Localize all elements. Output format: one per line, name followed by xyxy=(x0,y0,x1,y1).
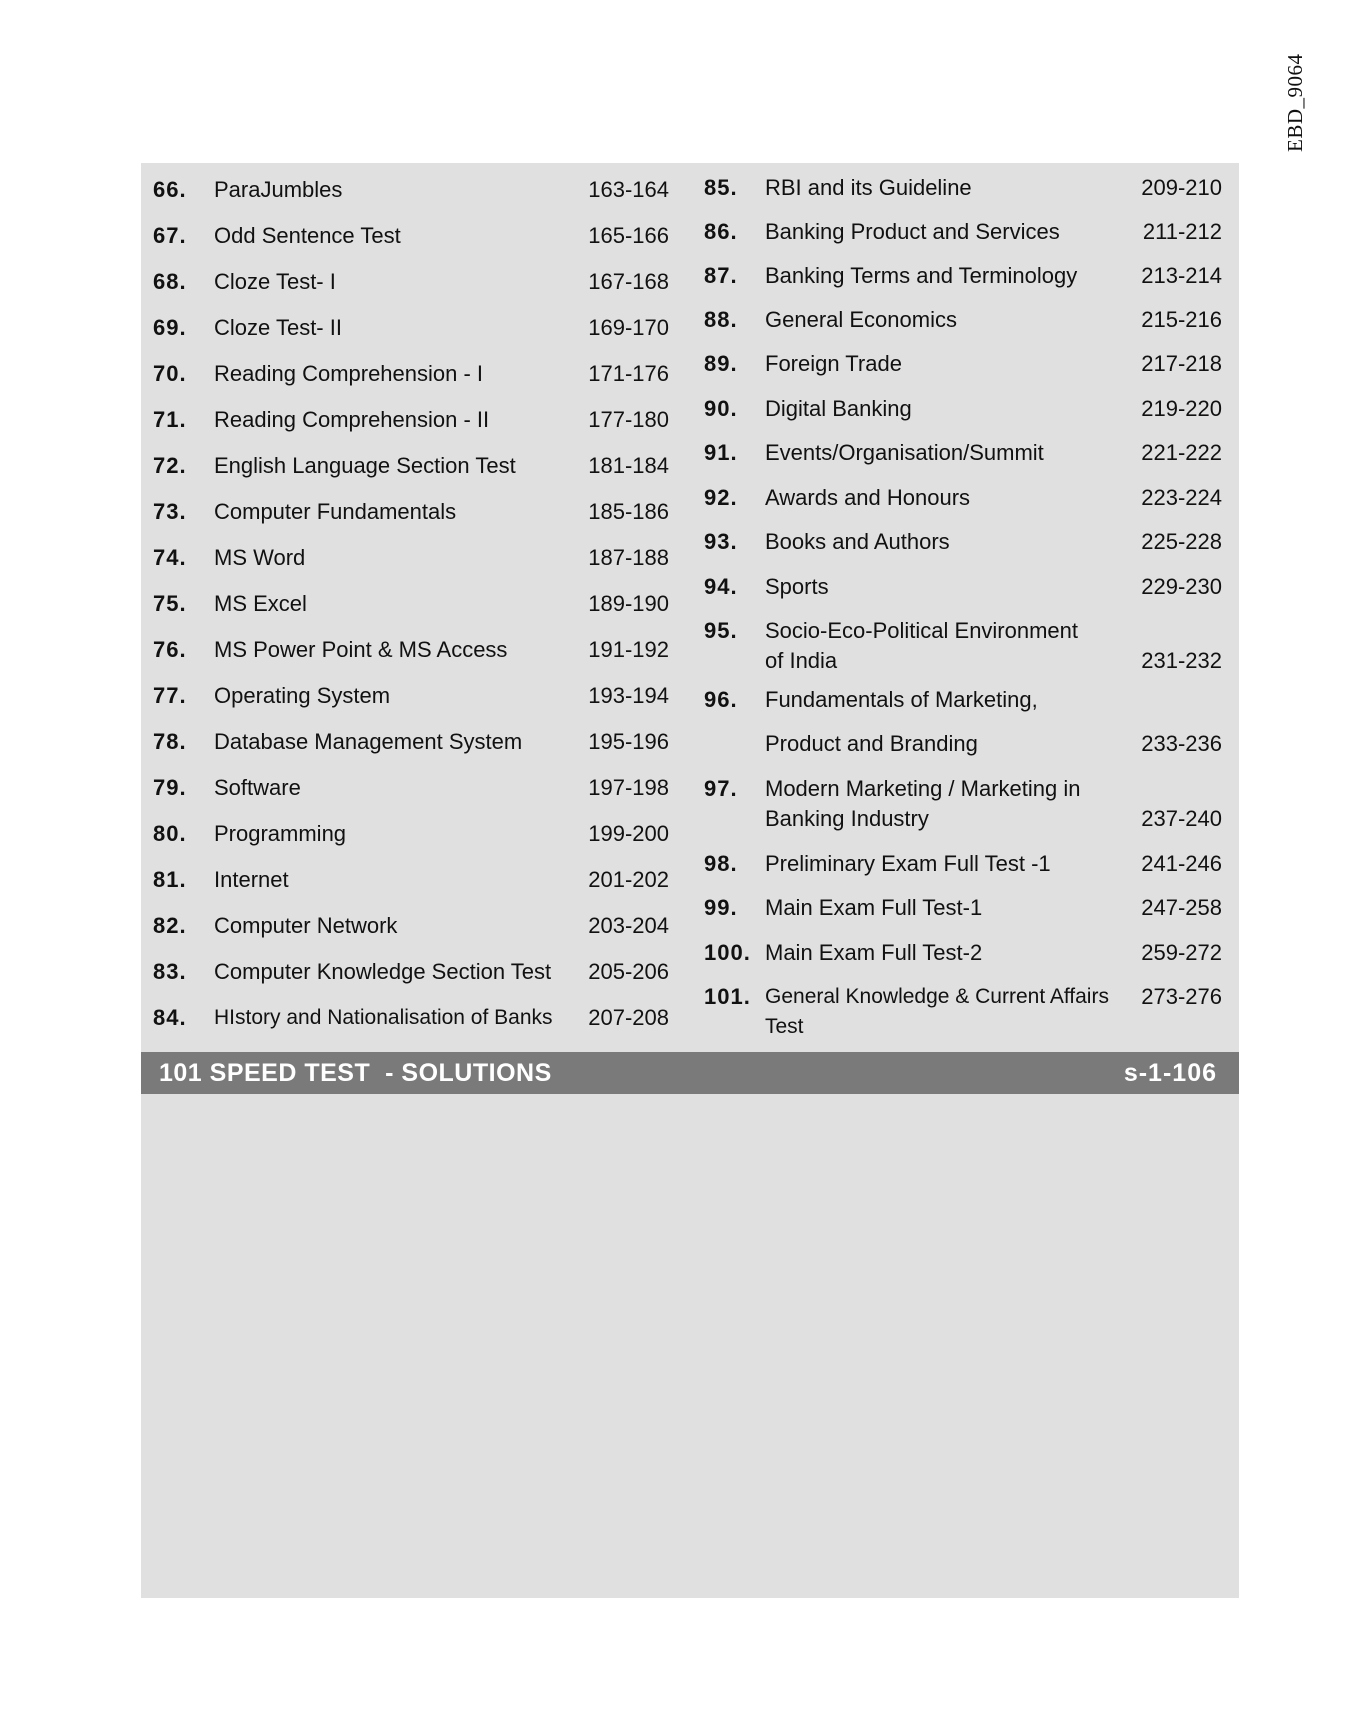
entry-pages: 167-168 xyxy=(588,269,669,294)
entry-title: Operating System xyxy=(214,683,391,708)
entry-pages: 221-222 xyxy=(1141,440,1222,465)
entry-title-line-2: Test xyxy=(765,1015,804,1038)
entry-title: Cloze Test- I xyxy=(214,269,336,294)
solutions-bar[interactable] xyxy=(141,1052,1239,1094)
entry-number: 95. xyxy=(704,618,738,643)
entry-number: 96. xyxy=(704,687,738,712)
entry-pages: 169-170 xyxy=(588,315,669,340)
entry-title: Main Exam Full Test-1 xyxy=(765,895,983,920)
entry-pages: 185-186 xyxy=(588,499,669,524)
contents-panel xyxy=(141,163,1239,1598)
entry-title-line-1: Modern Marketing / Marketing in xyxy=(765,776,1081,801)
entry-title: Main Exam Full Test-2 xyxy=(765,940,983,965)
entry-title: Foreign Trade xyxy=(765,351,902,376)
entry-pages: 229-230 xyxy=(1141,574,1222,599)
entry-pages: 191-192 xyxy=(588,637,669,662)
entry-title-line-1: Fundamentals of Marketing, xyxy=(765,687,1038,712)
entry-pages: 217-218 xyxy=(1141,351,1222,376)
entry-pages: 233-236 xyxy=(1141,731,1222,756)
entry-title: Computer Fundamentals xyxy=(214,499,457,524)
document-code: EBD_9064 xyxy=(1283,53,1307,152)
entry-title xyxy=(765,685,1135,759)
entry-pages: 187-188 xyxy=(588,545,669,570)
entry-title: Internet xyxy=(214,867,289,892)
entry-number: 98. xyxy=(704,851,738,876)
entry-pages: 181-184 xyxy=(588,453,669,478)
entry-number: 93. xyxy=(704,529,738,554)
entry-pages: 165-166 xyxy=(588,223,669,248)
entry-pages: 163-164 xyxy=(588,177,669,202)
entry-number: 81. xyxy=(153,867,187,892)
entry-pages: 197-198 xyxy=(588,775,669,800)
entry-number: 69. xyxy=(153,315,187,340)
entry-title: Cloze Test- II xyxy=(214,315,342,340)
entry-title: Reading Comprehension - I xyxy=(214,361,484,386)
entry-number: 85. xyxy=(704,175,738,200)
entry-pages: 231-232 xyxy=(1141,648,1222,673)
entry-pages: 219-220 xyxy=(1141,396,1222,421)
entry-pages: 209-210 xyxy=(1141,175,1222,200)
entry-pages: 207-208 xyxy=(588,1005,669,1030)
entry-number: 84. xyxy=(153,1005,187,1030)
entry-pages: 247-258 xyxy=(1141,895,1222,920)
entry-title: RBI and its Guideline xyxy=(765,175,972,200)
entry-number: 67. xyxy=(153,223,187,248)
entry-number: 91. xyxy=(704,440,738,465)
entry-number: 100. xyxy=(704,940,751,965)
entry-title xyxy=(765,982,1135,1042)
entry-pages: 237-240 xyxy=(1141,806,1222,831)
entry-title xyxy=(765,616,1135,676)
entry-pages: 273-276 xyxy=(1141,984,1222,1009)
entry-title: Banking Terms and Terminology xyxy=(765,263,1078,288)
entry-title: HIstory and Nationalisation of Banks xyxy=(214,1006,553,1029)
entry-pages: 171-176 xyxy=(588,361,669,386)
entry-title: ParaJumbles xyxy=(214,177,343,202)
entry-pages: 213-214 xyxy=(1141,263,1222,288)
entry-title: Reading Comprehension - II xyxy=(214,407,490,432)
entry-title-line-1: Socio-Eco-Political Environment xyxy=(765,618,1079,643)
entry-number: 86. xyxy=(704,219,738,244)
entry-number: 78. xyxy=(153,729,187,754)
entry-title: Awards and Honours xyxy=(765,485,971,510)
entry-number: 92. xyxy=(704,485,738,510)
entry-pages: 199-200 xyxy=(588,821,669,846)
entry-title-line-2: Product and Branding xyxy=(765,731,978,756)
entry-pages: 203-204 xyxy=(588,913,669,938)
entry-title: Odd Sentence Test xyxy=(214,223,401,248)
solutions-title: 101 SPEED TEST - SOLUTIONS xyxy=(159,1059,552,1087)
entry-title: Computer Knowledge Section Test xyxy=(214,959,552,984)
entry-title: Events/Organisation/Summit xyxy=(765,440,1044,465)
entry-title-line-2: of India xyxy=(765,648,838,673)
entry-title: Preliminary Exam Full Test -1 xyxy=(765,851,1051,876)
entry-number: 97. xyxy=(704,776,738,801)
entry-title: MS Word xyxy=(214,545,306,570)
entry-number: 88. xyxy=(704,307,738,332)
entry-number: 74. xyxy=(153,545,187,570)
entry-number: 73. xyxy=(153,499,187,524)
entry-pages: 195-196 xyxy=(588,729,669,754)
entry-title: General Economics xyxy=(765,307,957,332)
entry-number: 101. xyxy=(704,984,751,1009)
entry-number: 83. xyxy=(153,959,187,984)
entry-number: 90. xyxy=(704,396,738,421)
entry-title xyxy=(765,774,1135,834)
entry-pages: 215-216 xyxy=(1141,307,1222,332)
entry-number: 66. xyxy=(153,177,187,202)
entry-number: 76. xyxy=(153,637,187,662)
entry-number: 71. xyxy=(153,407,187,432)
entry-number: 89. xyxy=(704,351,738,376)
solutions-pages: s-1-106 xyxy=(1123,1059,1217,1087)
entry-title-line-1: General Knowledge & Current Affairs xyxy=(765,985,1109,1008)
entry-number: 70. xyxy=(153,361,187,386)
entry-number: 82. xyxy=(153,913,187,938)
entry-title-line-2: Banking Industry xyxy=(765,806,929,831)
entry-title: Programming xyxy=(214,821,347,846)
entry-number: 68. xyxy=(153,269,187,294)
entry-pages: 201-202 xyxy=(588,867,669,892)
entry-pages: 223-224 xyxy=(1141,485,1222,510)
entry-pages: 189-190 xyxy=(588,591,669,616)
entry-number: 94. xyxy=(704,574,738,599)
entry-number: 99. xyxy=(704,895,738,920)
entry-title: Digital Banking xyxy=(765,396,912,421)
entry-title: English Language Section Test xyxy=(214,453,516,478)
entry-title: Books and Authors xyxy=(765,529,950,554)
entry-pages: 205-206 xyxy=(588,959,669,984)
entry-number: 75. xyxy=(153,591,187,616)
entry-pages: 241-246 xyxy=(1141,851,1222,876)
entry-number: 79. xyxy=(153,775,187,800)
entry-pages: 225-228 xyxy=(1141,529,1222,554)
entry-pages: 259-272 xyxy=(1141,940,1222,965)
entry-number: 77. xyxy=(153,683,187,708)
entry-pages: 211-212 xyxy=(1142,219,1222,244)
entry-number: 87. xyxy=(704,263,738,288)
entry-title: Banking Product and Services xyxy=(765,219,1060,244)
entry-title: Software xyxy=(214,775,301,800)
entry-title: Computer Network xyxy=(214,913,398,938)
entry-title: Database Management System xyxy=(214,729,523,754)
entry-number: 72. xyxy=(153,453,187,478)
entry-title: Sports xyxy=(765,574,829,599)
entry-title: MS Power Point & MS Access xyxy=(214,637,508,662)
entry-pages: 177-180 xyxy=(588,407,669,432)
entry-pages: 193-194 xyxy=(588,683,669,708)
entry-title: MS Excel xyxy=(214,591,307,616)
entry-number: 80. xyxy=(153,821,187,846)
